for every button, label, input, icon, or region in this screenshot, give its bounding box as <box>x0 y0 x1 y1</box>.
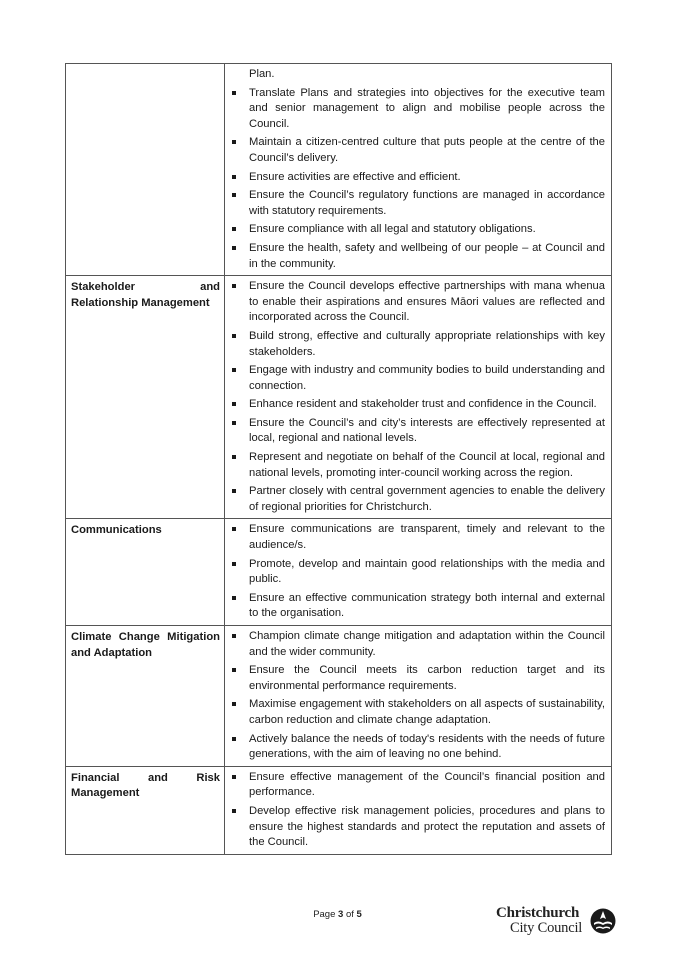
list-item <box>229 363 605 394</box>
square-bullet-icon <box>232 634 236 638</box>
list-item <box>229 697 605 728</box>
square-bullet-icon <box>232 284 236 288</box>
list-item-text: Ensure compliance with all legal and statutory obligations. <box>249 223 536 236</box>
list-item-text: Ensure the Council meets its carbon reduction target and its environmental performance requirements. <box>249 664 605 692</box>
list-item <box>229 188 605 219</box>
square-bullet-icon <box>232 193 236 197</box>
square-bullet-icon <box>232 368 236 372</box>
square-bullet-icon <box>232 775 236 779</box>
square-bullet-icon <box>232 91 236 95</box>
list-item <box>229 557 605 588</box>
list-item <box>229 804 605 851</box>
list-item-text: Ensure the Council’s regulatory functions are managed in accordance with statutory requirements. <box>249 189 605 217</box>
bullet-list <box>229 770 605 851</box>
table-body <box>66 64 612 855</box>
list-item-text: Translate Plans and strategies into objectives for the executive team and senior management to align and mobilise people across the Council. <box>249 86 605 130</box>
page-current: 3 <box>338 909 344 920</box>
list-item <box>229 522 605 553</box>
row-label-cell-empty <box>66 64 225 276</box>
table-row <box>66 64 612 276</box>
list-item <box>229 416 605 447</box>
list-item-text: Actively balance the needs of today's residents with the needs of future generations, with the aim of leaving no one behind. <box>249 732 605 761</box>
list-item <box>229 770 605 801</box>
square-bullet-icon <box>232 562 236 566</box>
page-total: 5 <box>356 909 362 920</box>
bullet-list <box>229 629 605 763</box>
row-body-cell <box>225 626 612 767</box>
list-item-text: Ensure the Council’s and city’s interests are effectively represented at local, regional and national levels. <box>249 416 605 445</box>
table-row <box>66 519 612 626</box>
square-bullet-icon <box>232 334 236 338</box>
square-bullet-icon <box>232 527 236 531</box>
list-item-text: Build strong, effective and culturally appropriate relationships with key stakeholders. <box>249 329 605 358</box>
square-bullet-icon <box>232 737 236 741</box>
list-item <box>229 732 605 763</box>
row-label: Financial and Risk Management <box>71 771 220 800</box>
continued-text: Plan. <box>249 68 275 80</box>
square-bullet-icon <box>232 421 236 425</box>
list-item-text: Champion climate change mitigation and adaptation within the Council and the wider community. <box>249 630 605 658</box>
row-body-cell <box>225 766 612 854</box>
list-item-text: Ensure the health, safety and wellbeing of our people – at Council and in the community. <box>249 241 605 270</box>
list-item-text: Maintain a citizen-centred culture that puts people at the centre of the Council’s delivery. <box>249 136 605 164</box>
row-label-cell <box>66 766 225 854</box>
bullet-list <box>229 86 605 273</box>
list-item <box>229 170 605 186</box>
list-item-text: Engage with industry and community bodies to build understanding and connection. <box>249 364 605 392</box>
bullet-list <box>229 522 605 622</box>
row-label-cell <box>66 276 225 519</box>
list-item <box>229 329 605 360</box>
row-label-cell <box>66 626 225 767</box>
list-item-text: Ensure activities are effective and efficient. <box>249 170 461 183</box>
table-row <box>66 626 612 767</box>
row-label: Climate Change Mitigation and Adaptation <box>71 631 220 659</box>
list-item-text: Ensure effective management of the Council’s financial position and performance. <box>249 770 605 799</box>
christchurch-logo-icon <box>590 908 616 934</box>
square-bullet-icon <box>232 489 236 493</box>
bullet-list <box>229 279 605 515</box>
square-bullet-icon <box>232 246 236 250</box>
row-body-cell <box>225 519 612 626</box>
square-bullet-icon <box>232 227 236 231</box>
list-item-text: Partner closely with central government agencies to enable the delivery of regional priorities for Christchurch. <box>249 485 605 513</box>
square-bullet-icon <box>232 809 236 813</box>
list-item <box>229 450 605 481</box>
row-label: Stakeholder and Relationship Management <box>71 281 220 309</box>
list-item <box>229 663 605 694</box>
row-label: Communications <box>71 524 162 537</box>
square-bullet-icon <box>232 668 236 672</box>
list-item-text: Ensure an effective communication strategy both internal and external to the organisation. <box>249 591 605 620</box>
square-bullet-icon <box>232 140 236 144</box>
list-item-text: Represent and negotiate on behalf of the Council at local, regional and national levels, promoting inter-council working across the region. <box>249 451 605 479</box>
logo-line1: Christchurch <box>496 905 580 921</box>
list-item <box>229 629 605 660</box>
square-bullet-icon <box>232 175 236 179</box>
list-item <box>229 397 605 413</box>
responsibilities-table <box>65 63 612 855</box>
row-body-cell <box>225 64 612 276</box>
list-item-text: Ensure the Council develops effective partnerships with mana whenua to enable their aspirations and ensures Māori values are reflected and incorporated across the Council. <box>249 280 605 324</box>
list-item <box>229 86 605 133</box>
christchurch-city-council-logo <box>496 905 618 937</box>
list-item-text: Promote, develop and maintain good relationships with the media and public. <box>249 557 605 586</box>
square-bullet-icon <box>232 455 236 459</box>
logo-line2: City Council <box>510 920 583 936</box>
square-bullet-icon <box>232 702 236 706</box>
list-item-text: Maximise engagement with stakeholders on all aspects of sustainability, carbon reduction and climate change adaptation. <box>249 698 605 726</box>
page-prefix: Page <box>313 909 339 920</box>
list-item <box>229 135 605 166</box>
list-item-text: Enhance resident and stakeholder trust and confidence in the Council. <box>249 398 597 411</box>
row-label-cell <box>66 519 225 626</box>
table-row <box>66 766 612 854</box>
list-item <box>229 241 605 272</box>
list-item <box>229 591 605 622</box>
square-bullet-icon <box>232 596 236 600</box>
row-body-cell <box>225 276 612 519</box>
list-item-text: Ensure communications are transparent, timely and relevant to the audience/s. <box>249 523 605 552</box>
page-of: of <box>343 909 357 920</box>
list-item <box>229 279 605 326</box>
square-bullet-icon <box>232 402 236 406</box>
list-item-text: Develop effective risk management policies, procedures and plans to ensure the highest standards and protect the reputation and assets of the Council. <box>249 804 605 849</box>
list-item <box>229 222 605 238</box>
list-item <box>229 484 605 515</box>
table-row <box>66 276 612 519</box>
